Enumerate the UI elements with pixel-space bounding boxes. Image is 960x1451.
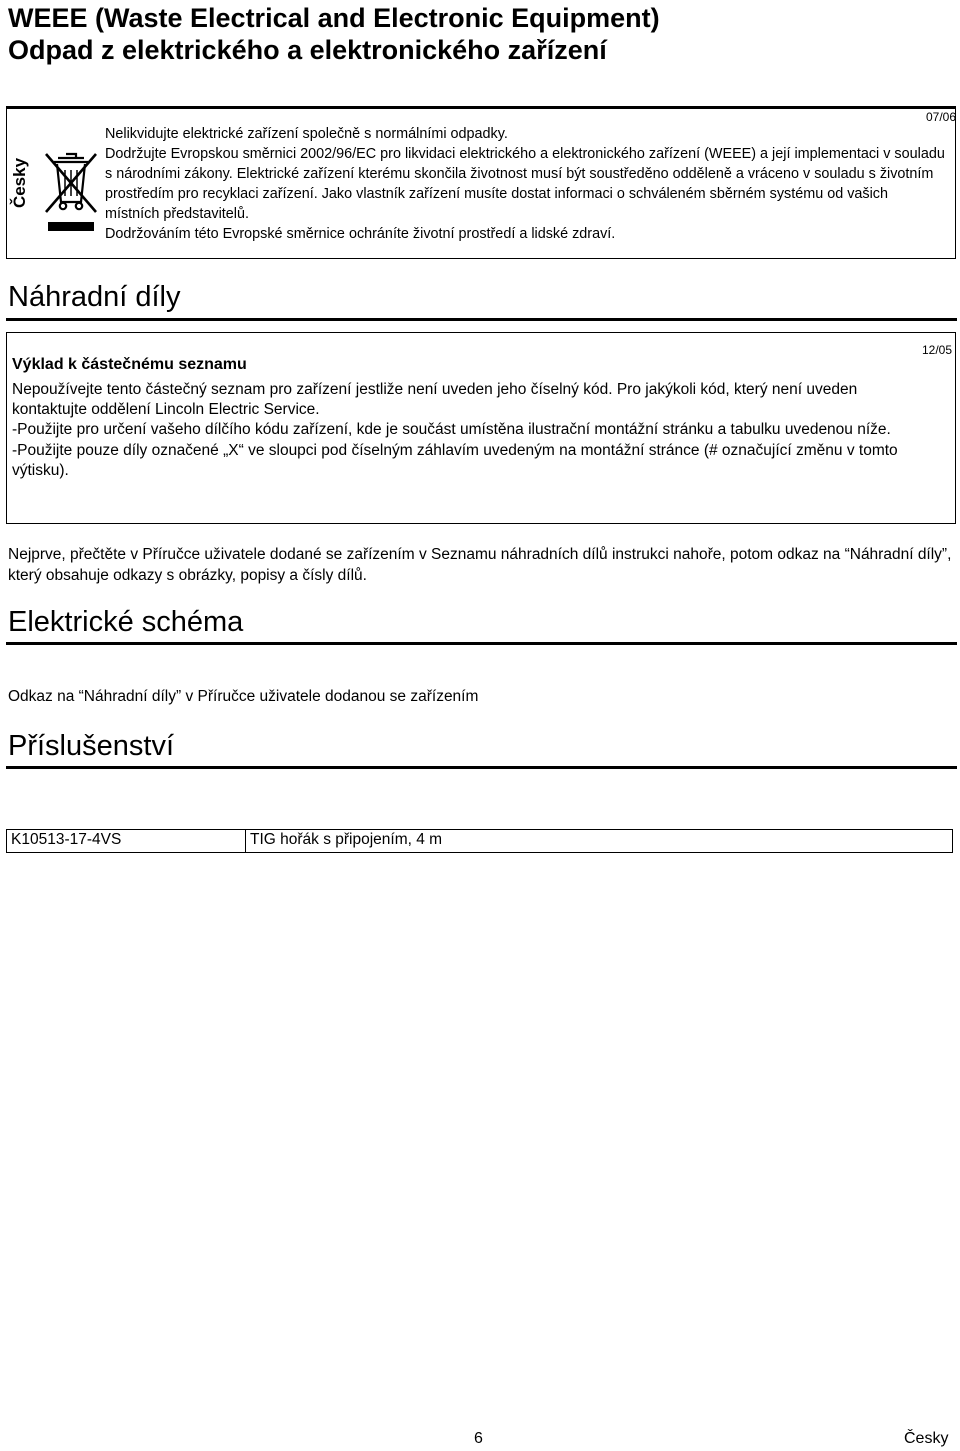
weee-box-bottom-border — [6, 258, 956, 259]
weee-box-right-border — [955, 109, 956, 259]
accessories-heading: Příslušenství — [8, 730, 174, 762]
accessories-table — [6, 829, 953, 853]
weee-title-line2: Odpad z elektrického a elektronického zařízení — [8, 35, 607, 65]
accessory-description: TIG hořák s připojením, 4 m — [246, 830, 953, 853]
wiring-diagram-heading-rule — [6, 642, 957, 645]
parts-paragraph-3: -Použijte pouze díly označené „X“ ve sloupci pod číselným záhlavím uvedeným na montážní stránce (# označující změnu v tomto výtisku). — [12, 441, 898, 479]
language-side-label-text: Česky — [10, 157, 30, 209]
wiring-diagram-heading: Elektrické schéma — [8, 606, 244, 638]
page-number: 6 — [474, 1430, 483, 1447]
weee-body-text — [105, 124, 945, 244]
parts-list-date: 12/05 — [921, 343, 952, 357]
parts-intro-text: Nejprve, přečtěte v Příručce uživatele dodané se zařízením v Seznamu náhradních dílů instrukci nahoře, potom odkaz na “Náhradní díly”, který obsahuje odkazy s obrázky, popisy a čísly dílů. — [8, 546, 952, 584]
weee-paragraph-3: Dodržováním této Evropské směrnice ochráníte životní prostředí a lidské zdraví. — [105, 226, 616, 242]
weee-paragraph-1: Nelikvidujte elektrické zařízení společně s normálními odpadky. — [105, 126, 508, 142]
crossed-out-wheelie-bin-icon — [40, 148, 102, 236]
wiring-diagram-text: Odkaz na “Náhradní díly” v Příručce uživatele dodanou se zařízením — [8, 688, 479, 705]
table-row — [7, 830, 953, 853]
parts-paragraph-2: -Použijte pro určení vašeho dílčího kódu zařízení, kde je součást umístěna ilustrační montážní stránku a tabulku uvedenou níže. — [12, 421, 891, 439]
accessory-code: K10513-17-4VS — [7, 830, 246, 853]
weee-title — [8, 2, 660, 66]
spare-parts-heading-rule — [6, 318, 957, 321]
weee-title-line1: WEEE (Waste Electrical and Electronic Equipment) — [8, 3, 660, 33]
parts-paragraph-1: Nepoužívejte tento částečný seznam pro zařízení jestliže není uveden jeho číselný kód. Pro jakýkoli kód, který není uveden kontaktujte oddělení Lincoln Electric Service. — [12, 381, 858, 419]
language-side-label — [6, 128, 34, 238]
weee-date: 07/06 — [925, 110, 956, 124]
parts-list-title: Výklad k částečnému seznamu — [12, 356, 247, 373]
spare-parts-heading: Náhradní díly — [8, 281, 181, 313]
footer-language: Česky — [904, 1430, 949, 1447]
weee-paragraph-2: Dodržujte Evropskou směrnici 2002/96/EC pro likvidaci elektrického a elektronického zařízení (WEEE) a její implementaci v souladu s národními zákony. Elektrické zařízení kterému skončila životnost musí být soustředěno odděleně a vráceno v souladu s životním prostředím pro recyklaci zařízení. Jako vlastník zařízení musíte dostat informaci o schváleném sběrném systému od vašich místních představitelů. — [105, 146, 945, 222]
parts-list-text — [12, 380, 932, 481]
accessories-heading-rule — [6, 766, 957, 769]
